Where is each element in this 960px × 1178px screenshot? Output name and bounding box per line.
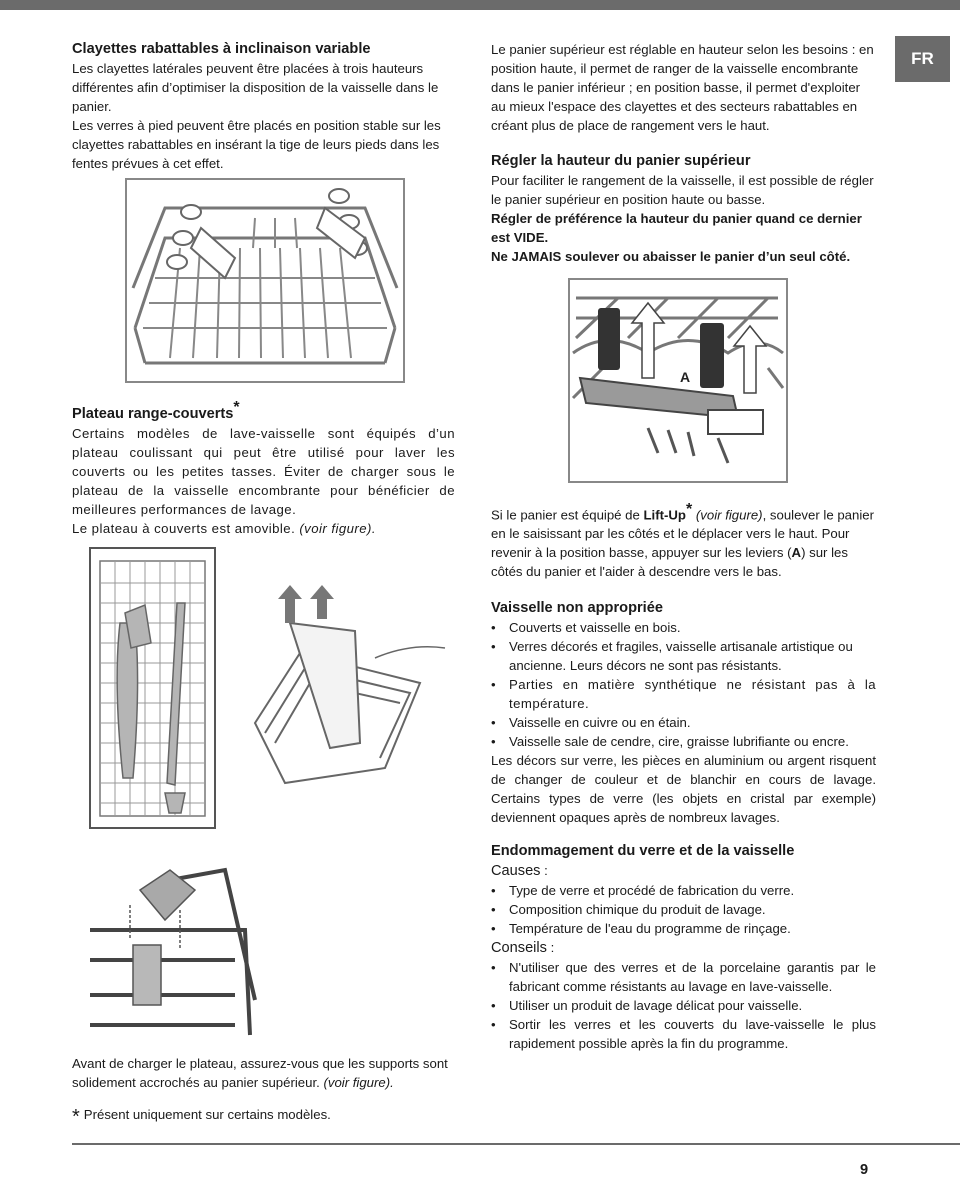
vaisselle-paragraph: Les décors sur verre, les pièces en aluminium ou argent risquent de changer de couleur et de blanchir en cours de lavage. Certains types de verre (les objets en cristal par exemple) deviennent opaques après de nombreux lavages.	[491, 753, 876, 825]
panier-paragraph: Pour faciliter le rangement de la vaisselle, il est possible de régler le panier supérieur en position haute ou basse.	[491, 173, 874, 207]
list-item: • Verres décorés et fragiles, vaisselle artisanale artistique ou ancienne. Leurs décors ne sont pas résistants.	[491, 637, 876, 675]
vaisselle-section	[491, 599, 876, 827]
causes-heading: Causes :	[491, 863, 548, 879]
footnote	[72, 1106, 331, 1129]
list-item: • Vaisselle sale de cendre, cire, graisse lubrifiante ou encre.	[491, 732, 876, 751]
list-item: • Composition chimique du produit de lavage.	[491, 900, 876, 919]
lift-up-paragraph: Si le panier est équipé de Lift-Up* (voir figure), soulever le panier en le saisissant par les côtés et le déplacer vers le haut. Pour revenir à la position basse, appuyer sur les leviers (A) sur les côtés du panier et l'aider à descendre vers le bas.	[491, 501, 875, 580]
support-note	[72, 1054, 455, 1092]
support-note-text: Avant de charger le plateau, assurez-vous que les supports sont solidement accrochés au panier supérieur. (voir figure).	[72, 1056, 448, 1090]
endommagement-section	[491, 842, 876, 1053]
plateau-paragraph: Certains modèles de lave-vaisselle sont équipés d’un plateau coulissant qui peut être utilisé pour laver les couverts ou les petites tasses. Éviter de charger sous le plateau de la vaisselle encombrante pour bénéficier de meilleures performances de lavage.	[72, 425, 455, 517]
top-bar	[0, 0, 960, 10]
clayettes-paragraph-2: Les verres à pied peuvent être placés en position stable sur les clayettes rabattables en insérant la tige de leurs pieds dans les fentes prévues à cet effet.	[72, 118, 441, 171]
panier-warning-2: Ne JAMAIS soulever ou abaisser le panier d’un seul côté.	[491, 249, 851, 264]
plateau-title: Plateau range-couverts*	[72, 399, 240, 422]
panier-title: Régler la hauteur du panier supérieur	[491, 153, 751, 169]
footnote-text: Présent uniquement sur certains modèles.	[83, 1107, 331, 1122]
basket-racks-figure	[125, 178, 405, 383]
list-item: • Vaisselle en cuivre ou en étain.	[491, 713, 876, 732]
footnote-star: *	[72, 1106, 80, 1128]
vaisselle-title: Vaisselle non appropriée	[491, 600, 663, 616]
panier-warning-1: Régler de préférence la hauteur du panier quand ce dernier est VIDE.	[491, 211, 862, 245]
clayettes-title: Clayettes rabattables à inclinaison variable	[72, 41, 371, 57]
list-item: • Couverts et vaisselle en bois.	[491, 618, 876, 637]
plateau-section	[72, 398, 455, 538]
conseils-list	[491, 958, 876, 1053]
language-badge: FR	[895, 36, 950, 82]
lift-up-section	[491, 500, 876, 581]
lever-label-a: A	[680, 369, 691, 385]
page-number: 9	[860, 1162, 869, 1178]
vaisselle-list	[491, 618, 876, 751]
endommagement-title: Endommagement du verre et de la vaisselle	[491, 843, 795, 859]
list-item: • Parties en matière synthétique ne résistant pas à la température.	[491, 675, 876, 713]
lift-up-figure	[568, 278, 788, 483]
list-item: • Sortir les verres et les couverts du lave-vaisselle le plus rapidement possible après la fin du programme.	[491, 1015, 876, 1053]
bottom-divider	[72, 1143, 960, 1145]
tray-support-figure	[85, 850, 265, 1045]
list-item: • Type de verre et procédé de fabrication du verre.	[491, 881, 876, 900]
panier-intro: Le panier supérieur est réglable en hauteur selon les besoins : en position haute, il permet de ranger de la vaisselle encombrante dans le panier inférieur ; en position basse, il permet d'exploiter au mieux l'espace des clayettes et des secteurs rabattables en créant plus de place de rangement vers le haut.	[491, 42, 874, 133]
list-item: • N'utiliser que des verres et de la porcelaine garantis par le fabricant comme résistants au lavage en lave-vaisselle.	[491, 958, 876, 996]
list-item: • Utiliser un produit de lavage délicat pour vaisselle.	[491, 996, 876, 1015]
clayettes-section	[72, 40, 458, 173]
clayettes-paragraph-1: Les clayettes latérales peuvent être placées à trois hauteurs différentes afin d’optimiser la disposition de la vaisselle dans le panier.	[72, 61, 439, 114]
panier-section	[491, 40, 876, 266]
causes-list	[491, 881, 876, 938]
list-item: • Température de l'eau du programme de rinçage.	[491, 919, 876, 938]
cutlery-tray-figure	[85, 543, 450, 833]
plateau-removable-note: Le plateau à couverts est amovible. (voir figure).	[72, 520, 376, 536]
conseils-heading: Conseils :	[491, 940, 555, 956]
